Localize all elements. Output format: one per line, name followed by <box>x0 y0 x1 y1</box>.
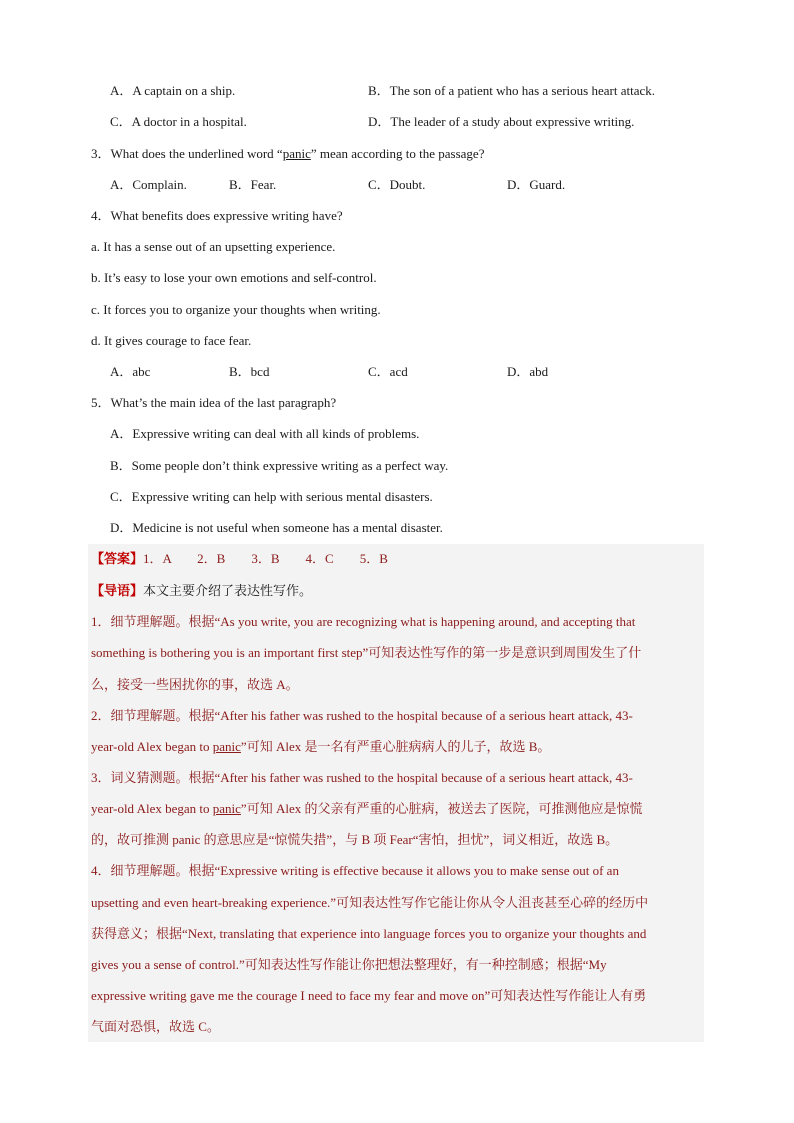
guide-label: 【导语】 <box>91 583 144 598</box>
explain-3-line-1: 3．词义猜测题。根据“After his father was rushed to the hospital because of a serious heart attack, 43- <box>91 770 633 785</box>
explain-4-line-2: upsetting and even heart-breaking experience.”可知表达性写作它能让你从令人沮丧甚至心碎的经历中 <box>91 895 649 910</box>
explain-1-line-3: 么，接受一些困扰你的事，故选 A。 <box>91 677 299 692</box>
explain-1-line-2: something is bothering you is an important first step”可知表达性写作的第一步是意识到周围发生了什 <box>91 645 642 660</box>
explain-3-underlined-word: panic <box>212 801 241 816</box>
explain-2-line-2 <box>91 738 550 756</box>
q4-option-b[interactable]: B．bcd <box>229 364 270 379</box>
q4-statement-a: a. It has a sense out of an upsetting experience. <box>91 239 336 254</box>
guide-line <box>91 582 312 600</box>
explain-4-line-6: 气面对恐惧，故选 C。 <box>91 1019 220 1034</box>
q4-statement-b: b. It’s easy to lose your own emotions and self-control. <box>91 270 377 285</box>
q3-option-a[interactable]: A．Complain. <box>110 177 187 192</box>
q3-stem-pre: 3．What does the underlined word “ <box>91 146 283 161</box>
explain-1-line-1: 1．细节理解题。根据“As you write, you are recognizing what is happening around, and accepting that <box>91 614 636 629</box>
q4-option-a[interactable]: A．abc <box>110 364 151 379</box>
q5-stem: 5．What’s the main idea of the last paragraph? <box>91 395 337 410</box>
q3-option-c[interactable]: C．Doubt. <box>368 177 426 192</box>
explain-3-post: ”可知 Alex 的父亲有严重的心脏病，被送去了医院，可推测他应是惊慌 <box>240 801 643 816</box>
guide-text: 本文主要介绍了表达性写作。 <box>143 583 313 598</box>
q5-option-b[interactable]: B．Some people don’t think expressive writing as a perfect way. <box>110 458 449 473</box>
explain-3-line-3: 的，故可推测 panic 的意思应是“惊慌失措”，与 B 项 Fear“害怕，担忧”，词义相近，故选 B。 <box>91 832 619 847</box>
explain-4-line-4: gives you a sense of control.”可知表达性写作能让你把想法整理好，有一种控制感；根据“My <box>91 957 607 972</box>
q3-underlined-word: panic <box>282 146 311 161</box>
explain-4-line-5: expressive writing gave me the courage I need to face my fear and move on”可知表达性写作能让人有勇 <box>91 988 647 1003</box>
q5-option-d[interactable]: D．Medicine is not useful when someone has a mental disaster. <box>110 520 443 535</box>
q5-option-a[interactable]: A．Expressive writing can deal with all kinds of problems. <box>110 426 420 441</box>
q2-option-a[interactable]: A．A captain on a ship. <box>110 83 236 98</box>
q4-option-c[interactable]: C．acd <box>368 364 408 379</box>
q5-option-c[interactable]: C．Expressive writing can help with serious mental disasters. <box>110 489 433 504</box>
q3-stem <box>91 145 484 163</box>
q3-stem-post: ” mean according to the passage? <box>310 146 485 161</box>
explain-3-pre: year-old Alex began to <box>91 801 213 816</box>
explain-2-underlined-word: panic <box>212 739 241 754</box>
explain-3-line-2 <box>91 800 642 818</box>
q3-option-b[interactable]: B．Fear. <box>229 177 277 192</box>
q4-option-d[interactable]: D．abd <box>507 364 549 379</box>
q2-option-b[interactable]: B．The son of a patient who has a serious heart attack. <box>368 83 655 98</box>
explain-4-line-1: 4．细节理解题。根据“Expressive writing is effective because it allows you to make sense out of an <box>91 863 619 878</box>
q4-stem: 4．What benefits does expressive writing have? <box>91 208 343 223</box>
answer-line <box>91 550 388 568</box>
explain-2-pre: year-old Alex began to <box>91 739 213 754</box>
q2-option-c[interactable]: C．A doctor in a hospital. <box>110 114 247 129</box>
explain-2-post: ”可知 Alex 是一名有严重心脏病病人的儿子，故选 B。 <box>240 739 551 754</box>
explain-4-line-3: 获得意义；根据“Next, translating that experience into language forces you to organize your thoughts and <box>91 926 647 941</box>
q2-option-d[interactable]: D．The leader of a study about expressive writing. <box>368 114 635 129</box>
answer-values: 1．A 2．B 3．B 4．C 5．B <box>143 551 388 566</box>
q4-statement-c: c. It forces you to organize your thoughts when writing. <box>91 302 381 317</box>
answer-label: 【答案】 <box>91 551 144 566</box>
q3-option-d[interactable]: D．Guard. <box>507 177 566 192</box>
explain-2-line-1: 2．细节理解题。根据“After his father was rushed to the hospital because of a serious heart attack, 43- <box>91 708 633 723</box>
q4-statement-d: d. It gives courage to face fear. <box>91 333 252 348</box>
